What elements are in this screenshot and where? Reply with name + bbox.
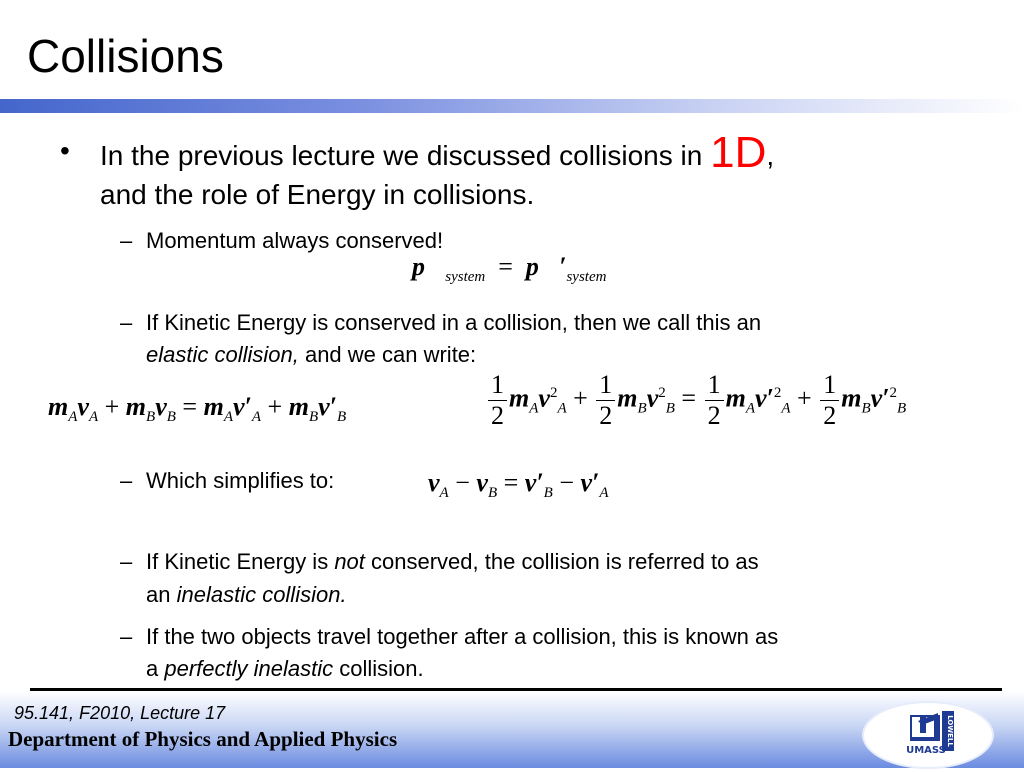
momentum-conservation-equation: $m_Av_A + m_Bv_B = m_Av'_A + m_Bv'_B$ bbox=[48, 392, 347, 426]
perfectly-inelastic-line-1: If the two objects travel together after a collision, this is known as bbox=[146, 624, 779, 649]
kinetic-energy-equation: $\frac{1}{2}$ $m_Av^2_A$ + $\frac{1}{2}$ $m_Bv^2_B$ = $\frac{1}{2}$ $m_Av'^2_A$ + $\frac{1}{2}$ $m_Bv'^2_B$ bbox=[486, 370, 906, 431]
dash-marker: – bbox=[120, 624, 133, 649]
umass-lowell-logo-mark bbox=[864, 703, 992, 767]
ke-conserved-line-2: elastic collision, and we can write: bbox=[146, 342, 477, 367]
momentum-text: Momentum always conserved! bbox=[146, 228, 444, 253]
dash-marker: – bbox=[120, 228, 133, 253]
bullet-marker: • bbox=[60, 135, 70, 166]
highlight-1d: 1D bbox=[710, 128, 767, 177]
relative-velocity-equation: $v_A - v_B = v'_B - v'_A$ bbox=[428, 468, 609, 502]
bullet-line-1: In the previous lecture we discussed collisions in 1D, bbox=[100, 128, 775, 177]
bullet-line-2: and the role of Energy in collisions. bbox=[100, 179, 535, 210]
dash-marker: – bbox=[120, 310, 133, 335]
umass-lowell-logo bbox=[862, 701, 994, 769]
dash-marker: – bbox=[120, 549, 133, 574]
momentum-equation: $p⃗_{system}$ = $p⃗'_{system}$ bbox=[412, 252, 607, 286]
title-underline-bar bbox=[0, 99, 1024, 113]
simplifies-text: Which simplifies to: bbox=[146, 468, 335, 493]
svg-text:LOWELL: LOWELL bbox=[946, 715, 954, 747]
department-label: Department of Physics and Applied Physics bbox=[8, 727, 398, 751]
slide-title: Collisions bbox=[27, 30, 224, 82]
perfectly-inelastic-line-2: a perfectly inelastic collision. bbox=[146, 656, 424, 681]
course-label: 95.141, F2010, Lecture 17 bbox=[14, 703, 226, 723]
not-conserved-line-2: an inelastic collision. bbox=[146, 582, 347, 607]
ke-conserved-line-1: If Kinetic Energy is conserved in a collision, then we call this an bbox=[146, 310, 762, 335]
svg-text:UMASS: UMASS bbox=[906, 745, 946, 756]
not-conserved-line-1: If Kinetic Energy is not conserved, the collision is referred to as bbox=[146, 549, 759, 574]
footer-band bbox=[0, 691, 1024, 768]
dash-marker: – bbox=[120, 468, 133, 493]
